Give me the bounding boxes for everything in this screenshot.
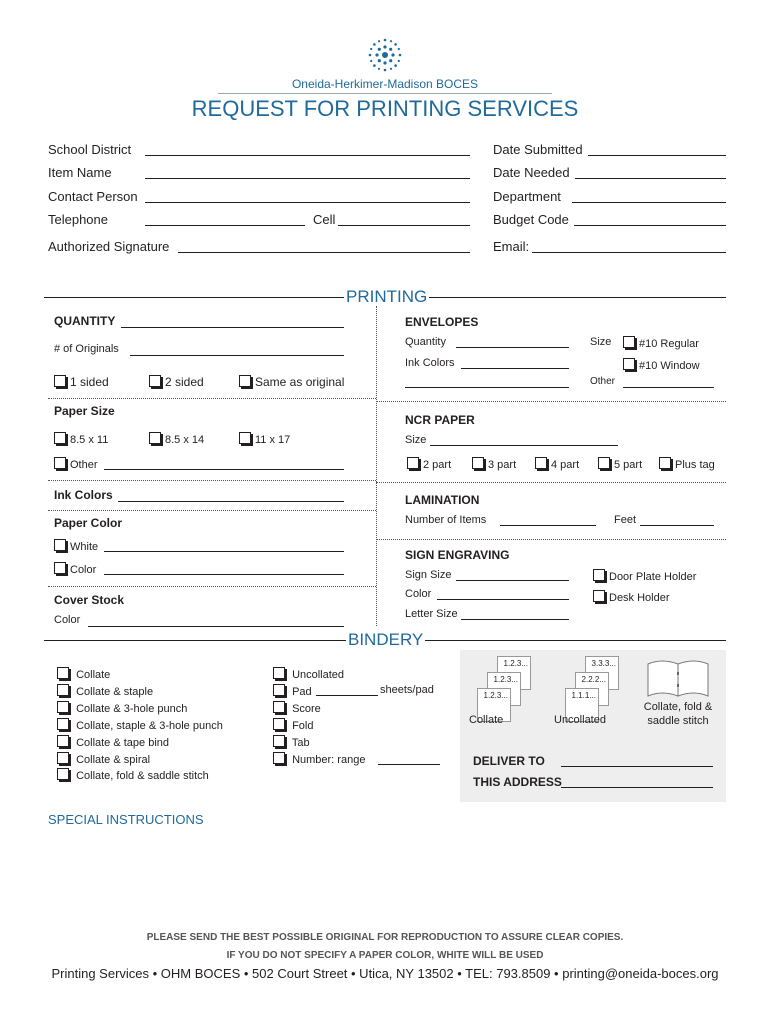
size-other-field[interactable] [104, 469, 344, 470]
envelopes-title: ENVELOPES [405, 315, 479, 329]
checkbox[interactable] [273, 752, 285, 764]
same-as-original-option[interactable]: Same as original [239, 375, 344, 389]
telephone-field[interactable] [145, 225, 305, 226]
checkbox[interactable] [273, 684, 285, 696]
ncr-2part-option[interactable]: 2 part [407, 457, 451, 471]
divider [376, 482, 726, 483]
quantity-label: QUANTITY [54, 314, 116, 328]
ncr-size-field[interactable] [430, 445, 618, 446]
envelope-quantity-field[interactable] [456, 347, 569, 348]
envelope-ink-label: Ink Colors [405, 357, 455, 369]
bindery-score[interactable]: Score [273, 701, 321, 715]
lamination-items-label: Number of Items [405, 514, 487, 526]
envelope-extra-field[interactable] [405, 387, 569, 388]
size-8x14-option[interactable]: 8.5 x 14 [149, 432, 204, 446]
originals-label: # of Originals [54, 343, 119, 355]
sign-color-field[interactable] [437, 599, 569, 600]
footer-note-2: IF YOU DO NOT SPECIFY A PAPER COLOR, WHITE WILL BE USED [226, 950, 544, 961]
collate-sheet-1: 1.2.3... [477, 688, 511, 722]
bindery-collate-staple[interactable]: Collate & staple [57, 684, 153, 698]
sign-engraving-title: SIGN ENGRAVING [405, 548, 510, 562]
authorized-signature-label: Authorized Signature [48, 239, 170, 254]
printing-section-title: PRINTING [346, 287, 428, 306]
bindery-fold[interactable]: Fold [273, 718, 313, 732]
special-instructions-area[interactable] [48, 832, 726, 912]
paper-color-field[interactable] [104, 574, 344, 575]
divider [48, 480, 376, 481]
footer-contact: Printing Services • OHM BOCES • 502 Court Street • Utica, NY 13502 • TEL: 793.8509 • printing@oneida-boces.org [51, 966, 719, 981]
lamination-feet-field[interactable] [640, 525, 714, 526]
checkbox[interactable] [57, 667, 69, 679]
door-plate-option[interactable]: Door Plate Holder [593, 569, 696, 583]
uncollated-sheet-2: 2.2.2... [575, 672, 609, 706]
ncr-size-label: Size [405, 434, 427, 446]
checkbox[interactable] [472, 457, 484, 469]
authorized-signature-field[interactable] [178, 252, 470, 253]
checkbox[interactable] [57, 735, 69, 747]
checkbox[interactable] [57, 701, 69, 713]
checkbox[interactable] [623, 358, 635, 370]
paper-color-option[interactable]: Color [54, 562, 96, 576]
ncr-5part-option[interactable]: 5 part [598, 457, 642, 471]
checkbox[interactable] [57, 684, 69, 696]
checkbox[interactable] [57, 752, 69, 764]
divider [376, 539, 726, 540]
paper-white-field[interactable] [104, 551, 344, 552]
envelope-other-label: Other [590, 376, 616, 387]
checkbox[interactable] [149, 432, 161, 444]
printing-divider [376, 306, 377, 626]
budget-code-field[interactable] [574, 225, 726, 226]
envelope-window-option[interactable]: #10 Window [623, 358, 700, 372]
divider [48, 510, 376, 511]
checkbox[interactable] [149, 375, 161, 387]
envelope-ink-field[interactable] [461, 368, 569, 369]
item-name-label: Item Name [48, 165, 112, 180]
envelope-size-label: Size [590, 336, 612, 348]
boces-logo [368, 38, 402, 72]
uncollated-sheet-3: 3.3.3... [585, 656, 619, 690]
bindery-collate-spiral[interactable]: Collate & spiral [57, 752, 150, 766]
saddle-booklet-icon [646, 656, 710, 698]
envelope-regular-option[interactable]: #10 Regular [623, 336, 699, 350]
checkbox[interactable] [57, 768, 69, 780]
checkbox[interactable] [593, 590, 605, 602]
date-submitted-field[interactable] [588, 155, 726, 156]
checkbox[interactable] [273, 667, 285, 679]
budget-code-label: Budget Code [493, 212, 569, 227]
header-rule [218, 93, 552, 94]
item-name-field[interactable] [145, 178, 470, 179]
bindery-collate-3hole[interactable]: Collate & 3-hole punch [57, 701, 187, 715]
paper-color-label: Paper Color [54, 516, 123, 530]
checkbox[interactable] [54, 457, 66, 469]
collate-sheet-3: 1.2.3... [497, 656, 531, 690]
checkbox[interactable] [273, 735, 285, 747]
checkbox[interactable] [407, 457, 419, 469]
checkbox[interactable] [54, 562, 66, 574]
ink-colors-field[interactable] [118, 501, 344, 502]
divider [48, 398, 376, 399]
checkbox[interactable] [54, 539, 66, 551]
size-other-option[interactable]: Other [54, 457, 98, 471]
contact-person-field[interactable] [145, 202, 470, 203]
contact-person-label: Contact Person [48, 189, 138, 204]
sign-size-field[interactable] [456, 580, 569, 581]
saddle-diagram-label: Collate, fold & saddle stitch [643, 701, 713, 727]
checkbox[interactable] [623, 336, 635, 348]
size-8x11-option[interactable]: 8.5 x 11 [54, 432, 108, 446]
school-district-field[interactable] [145, 155, 470, 156]
date-submitted-label: Date Submitted [493, 142, 583, 157]
checkbox[interactable] [535, 457, 547, 469]
this-address-field[interactable] [561, 787, 713, 788]
ncr-3part-option[interactable]: 3 part [472, 457, 516, 471]
bindery-number-range[interactable]: Number: range [273, 752, 365, 766]
collate-diagram-label: Collate [469, 714, 504, 726]
cover-color-field[interactable] [88, 626, 344, 627]
one-sided-option[interactable]: 1 sided [54, 375, 109, 389]
email-field[interactable] [532, 252, 726, 253]
checkbox[interactable] [273, 701, 285, 713]
bindery-collate-staple-3hole[interactable]: Collate, staple & 3-hole punch [57, 718, 223, 732]
checkbox[interactable] [239, 375, 251, 387]
checkbox[interactable] [659, 457, 671, 469]
deliver-to-label: DELIVER TO [473, 754, 545, 768]
divider [48, 586, 376, 587]
checkbox[interactable] [239, 432, 251, 444]
sign-color-label: Color [405, 588, 432, 600]
lamination-items-field[interactable] [500, 525, 596, 526]
org-name: Oneida-Herkimer-Madison BOCES [291, 77, 479, 91]
checkbox[interactable] [273, 718, 285, 730]
uncollated-diagram-label: Uncollated [554, 714, 606, 726]
divider [376, 401, 726, 402]
bindery-collate-tape[interactable]: Collate & tape bind [57, 735, 169, 749]
bindery-collate-fold-saddle[interactable]: Collate, fold & saddle stitch [57, 768, 209, 782]
page-title: REQUEST FOR PRINTING SERVICES [191, 96, 579, 121]
checkbox[interactable] [57, 718, 69, 730]
envelope-quantity-label: Quantity [405, 336, 446, 348]
cover-stock-label: Cover Stock [54, 593, 125, 607]
date-needed-field[interactable] [575, 178, 726, 179]
footer-note-1: PLEASE SEND THE BEST POSSIBLE ORIGINAL FOR REPRODUCTION TO ASSURE CLEAR COPIES. [146, 932, 624, 943]
cell-label: Cell [313, 212, 336, 227]
pad-suffix: sheets/pad [380, 684, 434, 696]
checkbox[interactable] [54, 375, 66, 387]
two-sided-option[interactable]: 2 sided [149, 375, 204, 389]
bindery-pad[interactable]: Pad [273, 684, 312, 698]
lamination-feet-label: Feet [614, 514, 637, 526]
school-district-label: School District [48, 142, 132, 157]
ncr-4part-option[interactable]: 4 part [535, 457, 579, 471]
pad-sheets-field[interactable] [316, 695, 378, 696]
this-address-label: THIS ADDRESS [473, 775, 562, 789]
telephone-label: Telephone [48, 212, 108, 227]
cover-color-label: Color [54, 614, 81, 626]
size-11x17-option[interactable]: 11 x 17 [239, 432, 290, 446]
envelope-other-field[interactable] [623, 387, 714, 388]
number-range-field[interactable] [378, 764, 440, 765]
paper-white-option[interactable]: White [54, 539, 98, 553]
originals-field[interactable] [130, 355, 344, 356]
letter-size-label: Letter Size [405, 608, 458, 620]
bindery-uncollated[interactable]: Uncollated [273, 667, 344, 681]
department-label: Department [493, 189, 561, 204]
bindery-section-title: BINDERY [348, 630, 424, 649]
special-instructions-label: SPECIAL INSTRUCTIONS [48, 812, 204, 827]
ncr-title: NCR PAPER [405, 413, 475, 427]
ncr-plus-tag-option[interactable]: Plus tag [659, 457, 715, 471]
ink-colors-label: Ink Colors [54, 488, 113, 502]
checkbox[interactable] [54, 432, 66, 444]
bindery-tab[interactable]: Tab [273, 735, 310, 749]
bindery-collate[interactable]: Collate [57, 667, 110, 681]
lamination-title: LAMINATION [405, 493, 480, 507]
collate-sheet-2: 1.2.3... [487, 672, 521, 706]
checkbox[interactable] [598, 457, 610, 469]
cell-field[interactable] [338, 225, 470, 226]
quantity-field[interactable] [121, 327, 344, 328]
desk-holder-option[interactable]: Desk Holder [593, 590, 670, 604]
uncollated-sheet-1: 1.1.1... [565, 688, 599, 722]
paper-size-label: Paper Size [54, 404, 115, 418]
letter-size-field[interactable] [461, 619, 569, 620]
sign-size-label: Sign Size [405, 569, 452, 581]
email-label: Email: [493, 239, 530, 254]
checkbox[interactable] [593, 569, 605, 581]
deliver-to-field[interactable] [561, 766, 713, 767]
date-needed-label: Date Needed [493, 165, 570, 180]
department-field[interactable] [572, 202, 726, 203]
